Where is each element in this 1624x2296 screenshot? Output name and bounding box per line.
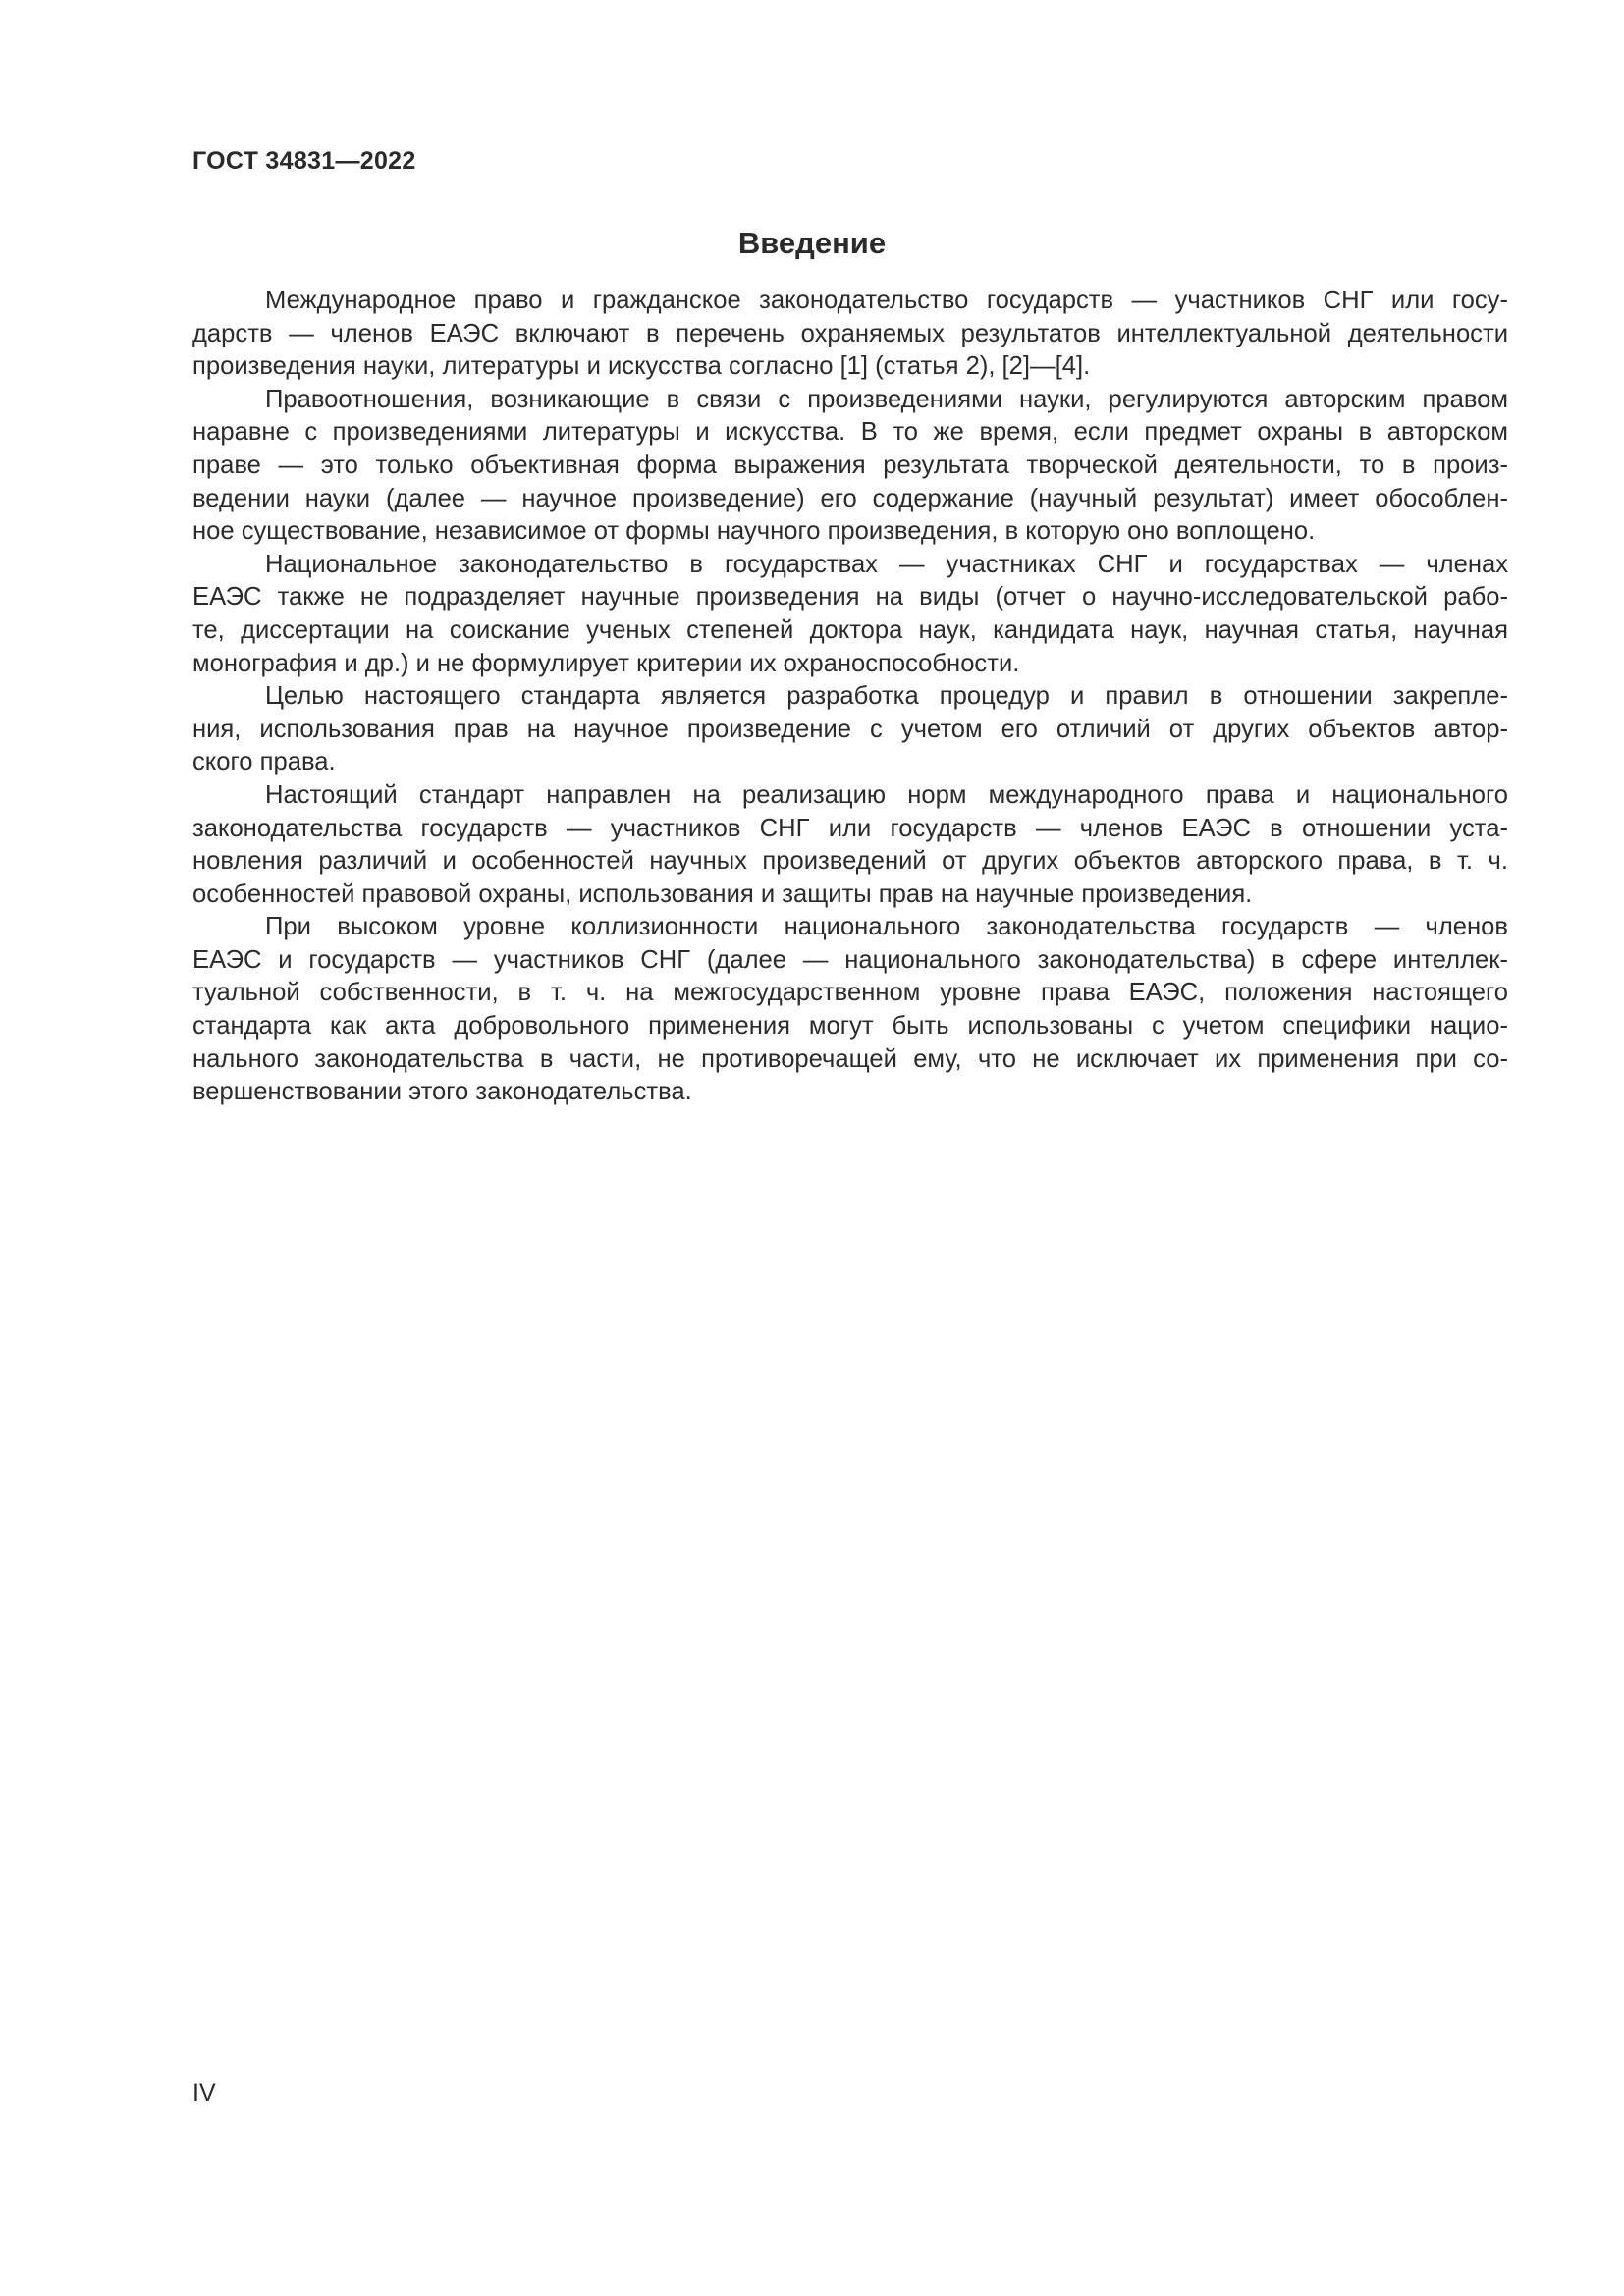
paragraph-line: дарств — членов ЕАЭС включают в перечень охраняемых результатов интеллектуальной деятельности (192, 319, 1508, 347)
paragraph-line: Международное право и гражданское законодательство государств — участников СНГ или госу- (265, 287, 1508, 314)
body-text (192, 285, 1508, 1109)
paragraph-line: туальной собственности, в т. ч. на межгосударственном уровне права ЕАЭС, положения настоящего (192, 979, 1508, 1007)
paragraph-line: особенностей правовой охраны, использования и защиты прав на научные произведения. (192, 880, 1253, 908)
paragraph (192, 549, 1508, 680)
paragraph-line: Правоотношения, возникающие в связи с произведениями науки, регулируются авторским правом (265, 385, 1508, 413)
paragraph (192, 285, 1508, 384)
paragraph-line: ЕАЭС и государств — участников СНГ (далее — национального законодательства) в сфере интеллек- (192, 945, 1508, 974)
paragraph (192, 680, 1508, 779)
paragraph (192, 779, 1508, 911)
paragraph-line: произведения науки, литературы и искусства согласно [1] (статья 2), [2]—[4]. (192, 352, 1091, 381)
paragraph-line: ведении науки (далее — научное произведение) его содержание (научный результат) имеет обособлен- (192, 484, 1508, 512)
page-number: IV (192, 2079, 216, 2107)
paragraph-line: ния, использования прав на научное произведение с учетом его отличий от других объектов автор- (192, 715, 1508, 743)
paragraph-line: те, диссертации на соискание ученых степеней доктора наук, кандидата наук, научная статья, научная (192, 615, 1508, 644)
paragraph-line: новления различий и особенностей научных произведений от других объектов авторского права, в т. ч. (192, 847, 1508, 876)
paragraph-line: монография и др.) и не формулирует критерии их охраноспособности. (192, 649, 1020, 677)
paragraph-line: законодательства государств — участников СНГ или государств — членов ЕАЭС в отношении уста- (192, 814, 1508, 842)
paragraph-line: При высоком уровне коллизионности национального законодательства государств — членов (265, 913, 1508, 941)
paragraph-line: ского права. (192, 748, 336, 776)
paragraph-line: стандарта как акта добровольного применения могут быть использованы с учетом специфики нацио- (192, 1012, 1508, 1041)
paragraph-line: Целью настоящего стандарта является разработка процедур и правил в отношении закрепле- (265, 682, 1508, 711)
paragraph (192, 384, 1508, 549)
paragraph-line: наравне с произведениями литературы и искусства. В то же время, если предмет охраны в авторском (192, 418, 1508, 447)
paragraph-line: Национальное законодательство в государствах — участниках СНГ и государствах — членах (265, 550, 1508, 578)
paragraph-line: ное существование, независимое от формы научного произведения, в которую оно воплощено. (192, 517, 1316, 546)
document-code-header: ГОСТ 34831—2022 (192, 147, 416, 175)
section-title: Введение (737, 226, 887, 260)
paragraph-line: ЕАЭС также не подразделяет научные произведения на виды (отчет о научно-исследовательской рабо- (192, 583, 1508, 612)
paragraph-line: праве — это только объективная форма выражения результата творческой деятельности, то в произ- (192, 451, 1508, 479)
paragraph-line: нального законодательства в части, не противоречащей ему, что не исключает их применения при со- (192, 1044, 1508, 1073)
paragraph-line: вершенствовании этого законодательства. (192, 1078, 692, 1106)
paragraph (192, 911, 1508, 1109)
paragraph-line: Настоящий стандарт направлен на реализацию норм международного права и национального (265, 780, 1508, 809)
